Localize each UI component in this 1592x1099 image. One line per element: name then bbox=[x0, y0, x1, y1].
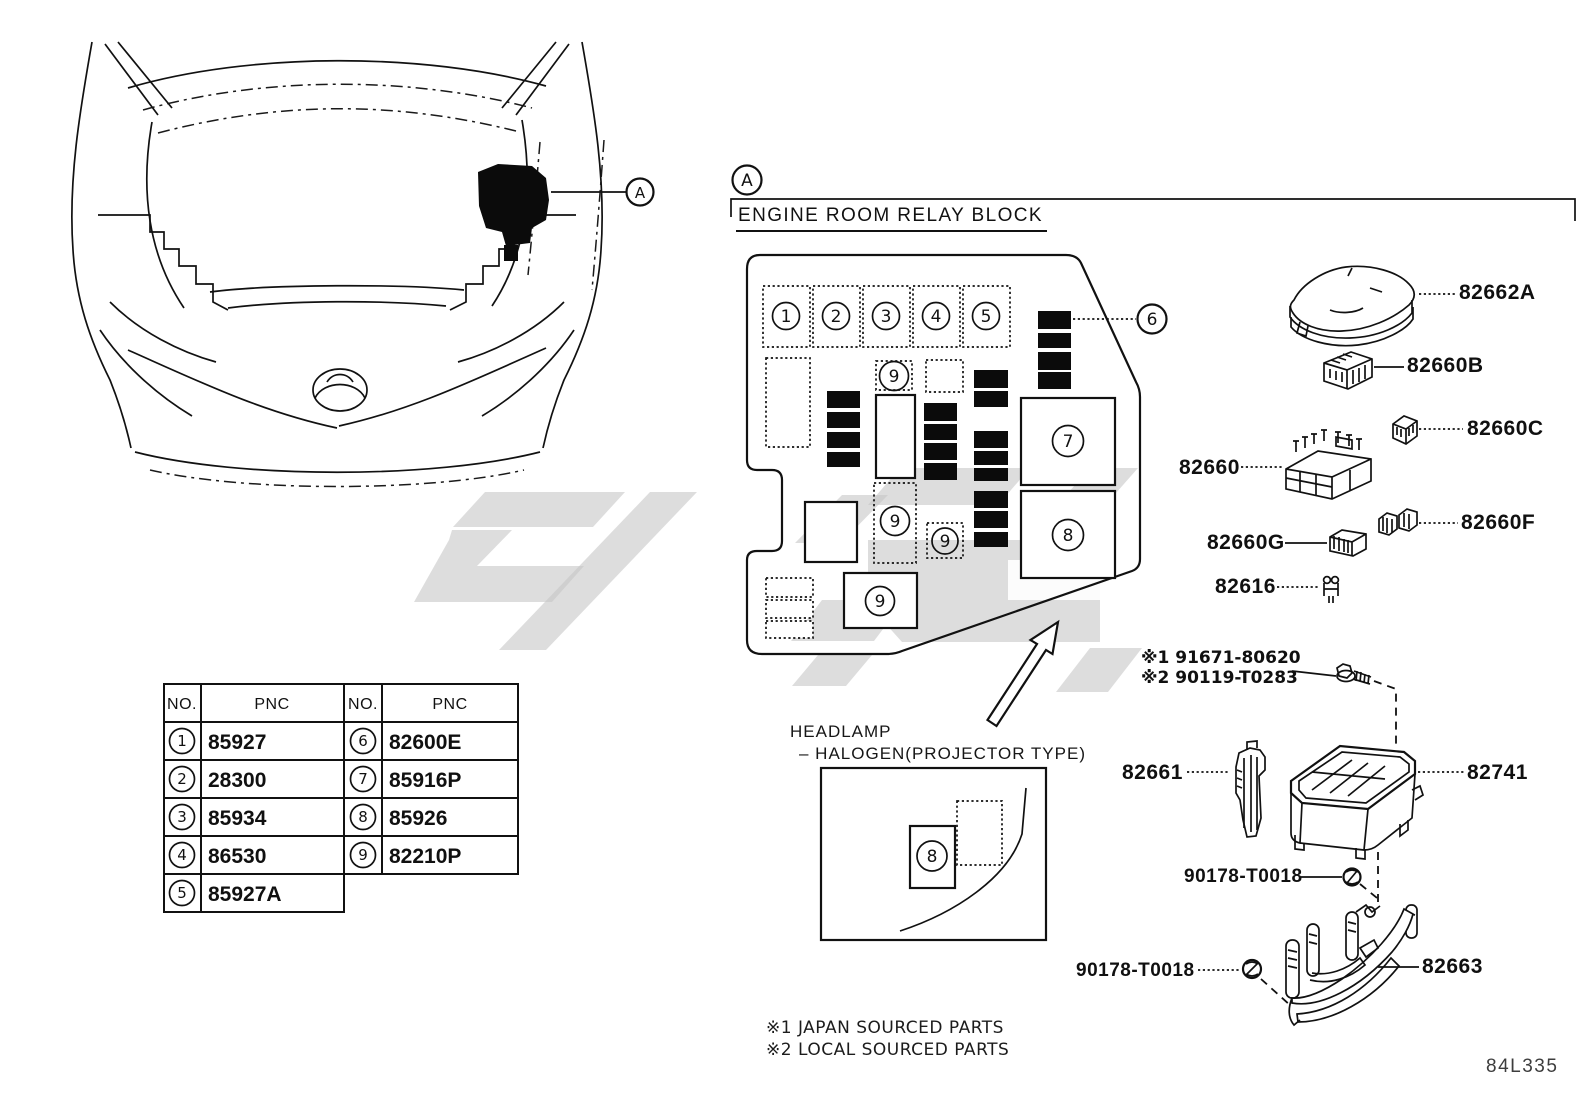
label-82741: 82741 bbox=[1467, 761, 1528, 784]
pnc-table bbox=[163, 684, 519, 912]
position-6: 6 bbox=[1146, 310, 1158, 330]
row-pnc: 28300 bbox=[208, 769, 267, 792]
part-82660F bbox=[1379, 509, 1417, 535]
part-82660C bbox=[1393, 416, 1417, 444]
row-pnc: 82210P bbox=[389, 845, 462, 868]
label-82616: 82616 bbox=[1215, 575, 1276, 598]
leader-screw bbox=[1292, 671, 1336, 676]
row-pnc: 85927A bbox=[208, 883, 282, 906]
part-82741-case bbox=[1291, 746, 1423, 859]
section-callout-letter: A bbox=[741, 171, 753, 191]
headlamp-subtitle: – HALOGEN(PROJECTOR TYPE) bbox=[799, 744, 1086, 763]
position-2: 2 bbox=[830, 307, 842, 327]
table-header-pnc-left: PNC bbox=[254, 696, 290, 713]
position-4: 4 bbox=[930, 307, 942, 327]
row-pnc: 85927 bbox=[208, 731, 267, 754]
row-no: 1 bbox=[177, 732, 187, 750]
fuse-slot bbox=[766, 600, 813, 618]
position-5: 5 bbox=[980, 307, 992, 327]
row-no: 3 bbox=[177, 808, 187, 826]
row-no: 9 bbox=[358, 846, 368, 864]
label-screw-jp: ※1 91671-80620 bbox=[1141, 648, 1301, 668]
headlamp-position-8: 8 bbox=[926, 847, 938, 867]
label-82662A: 82662A bbox=[1459, 281, 1536, 304]
table-header-pnc-right: PNC bbox=[432, 696, 468, 713]
table-header-no-right: NO. bbox=[348, 696, 378, 713]
headlamp-inset bbox=[821, 768, 1046, 940]
part-grommet-lower bbox=[1243, 960, 1261, 978]
assembly-line-grommet-upper bbox=[1360, 884, 1377, 898]
label-82660B: 82660B bbox=[1407, 354, 1484, 377]
position-8: 8 bbox=[1062, 526, 1074, 546]
part-screw bbox=[1337, 664, 1371, 684]
fuse-slot bbox=[766, 578, 813, 597]
drawing-number: 84L335 bbox=[1486, 1056, 1559, 1077]
row-no: 6 bbox=[358, 732, 368, 750]
position-9a: 9 bbox=[888, 367, 900, 387]
part-82616-clip bbox=[1324, 577, 1339, 603]
relay-position-boxes bbox=[763, 286, 1010, 347]
part-82660B bbox=[1324, 352, 1372, 389]
table-rows-left bbox=[170, 729, 282, 907]
part-grommet-upper bbox=[1344, 869, 1361, 886]
relay-block-location-mark bbox=[478, 164, 549, 261]
label-82663: 82663 bbox=[1422, 955, 1483, 978]
car-callout-letter: A bbox=[634, 184, 646, 202]
position-1: 1 bbox=[780, 307, 792, 327]
row-no: 7 bbox=[358, 770, 368, 788]
part-82663-bracket bbox=[1286, 905, 1417, 1025]
label-screw-local: ※2 90119-T0283 bbox=[1141, 668, 1298, 688]
footnote-japan-sourced: ※1 JAPAN SOURCED PARTS bbox=[766, 1018, 1004, 1038]
label-82660: 82660 bbox=[1179, 456, 1240, 479]
label-82661: 82661 bbox=[1122, 761, 1183, 784]
row-no: 2 bbox=[177, 770, 187, 788]
position-9b: 9 bbox=[889, 512, 901, 532]
position-3: 3 bbox=[880, 307, 892, 327]
row-pnc: 86530 bbox=[208, 845, 267, 868]
label-82660G: 82660G bbox=[1207, 531, 1285, 554]
row-no: 4 bbox=[177, 846, 187, 864]
footnote-local-sourced: ※2 LOCAL SOURCED PARTS bbox=[766, 1040, 1010, 1060]
section-title: ENGINE ROOM RELAY BLOCK bbox=[736, 205, 1047, 232]
label-grommet-upper: 90178-T0018 bbox=[1184, 866, 1303, 887]
relay-slot bbox=[876, 395, 915, 478]
relay-slot bbox=[766, 358, 810, 447]
position-9c: 9 bbox=[939, 532, 951, 552]
row-pnc: 85926 bbox=[389, 807, 448, 830]
headlamp-title: HEADLAMP bbox=[790, 722, 892, 741]
relay-slot bbox=[805, 502, 857, 562]
label-82660C: 82660C bbox=[1467, 417, 1544, 440]
label-82660F: 82660F bbox=[1461, 511, 1536, 534]
position-9d: 9 bbox=[874, 592, 886, 612]
part-82660G bbox=[1330, 530, 1366, 556]
label-grommet-lower: 90178-T0018 bbox=[1076, 960, 1195, 981]
assembly-line-screw bbox=[1374, 681, 1396, 746]
position-7: 7 bbox=[1062, 432, 1074, 452]
row-no: 5 bbox=[177, 884, 187, 902]
part-82660-block bbox=[1286, 430, 1371, 499]
relay-slot bbox=[926, 360, 963, 392]
row-pnc: 82600E bbox=[389, 731, 462, 754]
row-pnc: 85934 bbox=[208, 807, 267, 830]
table-header-no-left: NO. bbox=[167, 696, 197, 713]
part-82662A-cover bbox=[1290, 266, 1414, 345]
row-no: 8 bbox=[358, 808, 368, 826]
vehicle-front-view bbox=[72, 42, 654, 487]
fuse-slot bbox=[766, 621, 813, 638]
part-82661-bracket bbox=[1236, 741, 1265, 837]
row-pnc: 85916P bbox=[389, 769, 462, 792]
